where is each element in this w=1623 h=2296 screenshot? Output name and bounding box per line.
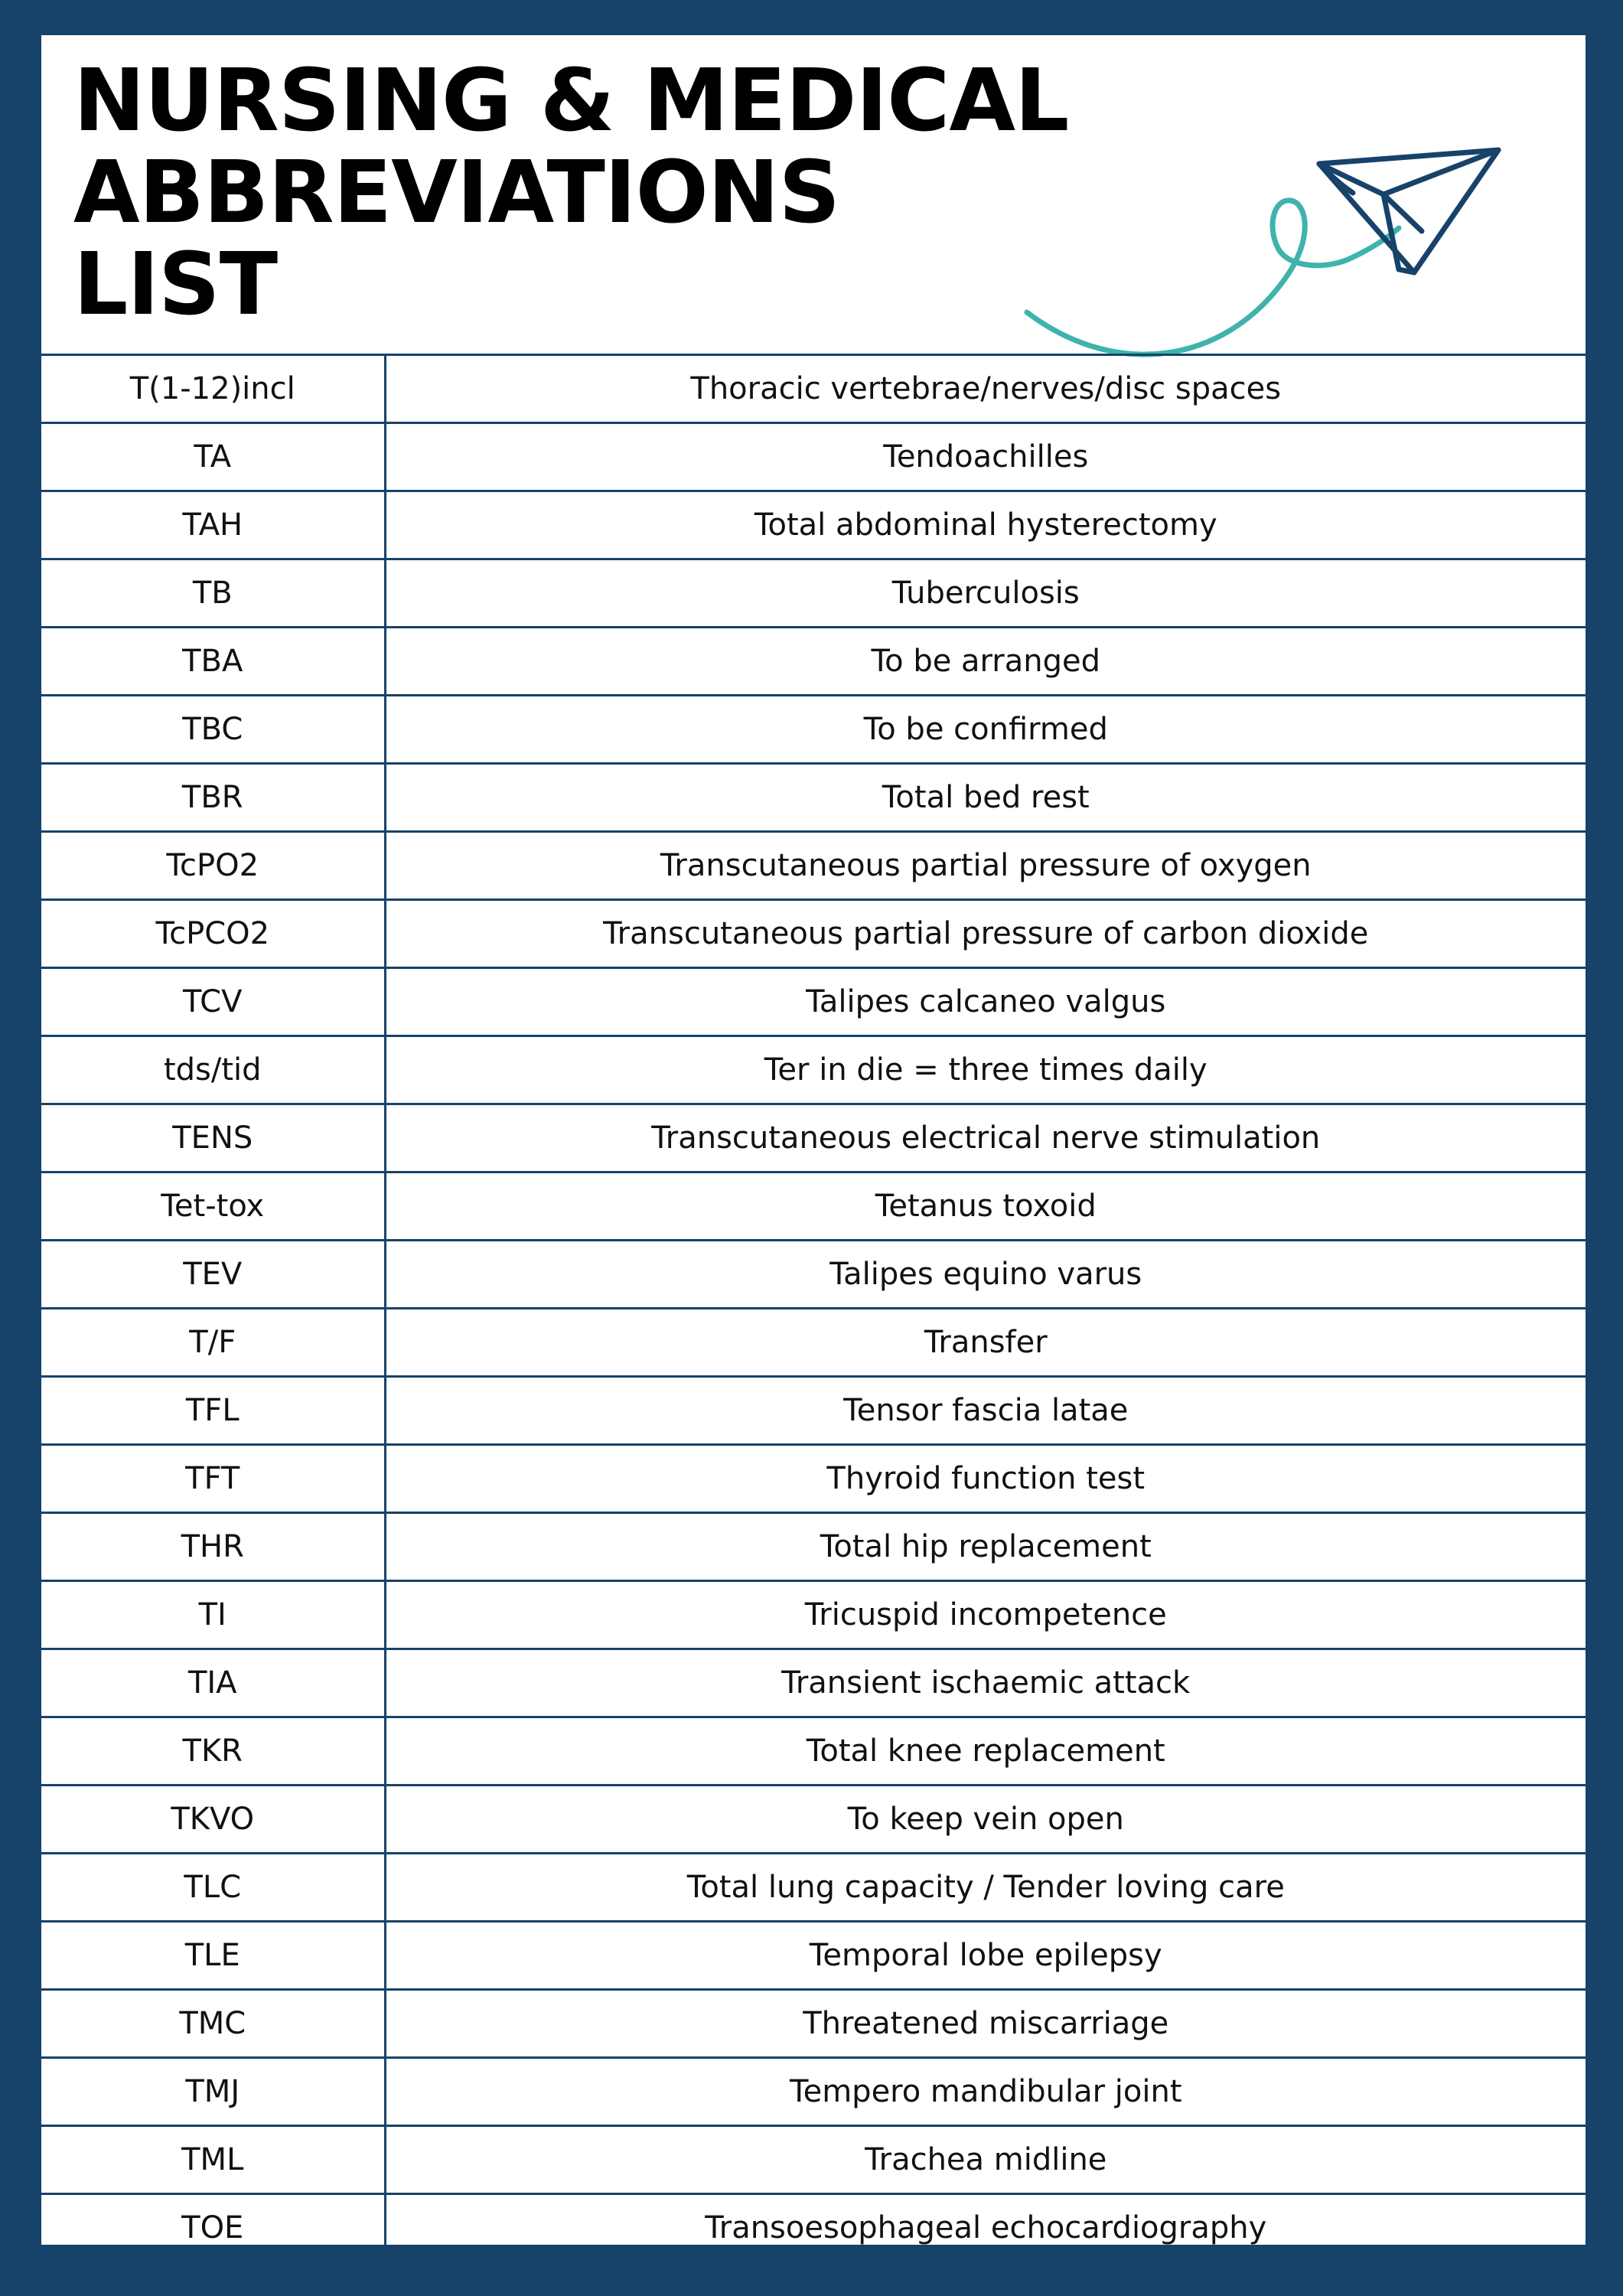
meaning-cell: Tensor fascia latae <box>385 1377 1586 1445</box>
abbreviation-cell: Tet-tox <box>41 1172 385 1241</box>
meaning-cell: Talipes calcaneo valgus <box>385 968 1586 1036</box>
meaning-cell: Tempero mandibular joint <box>385 2058 1586 2126</box>
meaning-cell: Thoracic vertebrae/nerves/disc spaces <box>385 355 1586 423</box>
abbreviation-cell: THR <box>41 1513 385 1581</box>
table-row <box>41 1649 1586 1717</box>
abbreviation-cell: TLC <box>41 1854 385 1922</box>
table-row <box>41 1445 1586 1513</box>
title-line-1: NURSING & MEDICAL <box>73 51 1069 151</box>
meaning-cell: Total lung capacity / Tender loving care <box>385 1854 1586 1922</box>
meaning-cell: Total knee replacement <box>385 1717 1586 1786</box>
table-row <box>41 1241 1586 1309</box>
abbreviation-cell: TcPCO2 <box>41 900 385 968</box>
table-row <box>41 1377 1586 1445</box>
table-row <box>41 1513 1586 1581</box>
abbreviation-cell: TMJ <box>41 2058 385 2126</box>
meaning-cell: Transcutaneous partial pressure of carbon dioxide <box>385 900 1586 968</box>
document-page <box>41 35 1586 2245</box>
meaning-cell: Transcutaneous partial pressure of oxygen <box>385 832 1586 900</box>
abbreviation-cell: TFT <box>41 1445 385 1513</box>
table-row <box>41 900 1586 968</box>
meaning-cell: Total hip replacement <box>385 1513 1586 1581</box>
table-row <box>41 2126 1586 2194</box>
meaning-cell: Tricuspid incompetence <box>385 1581 1586 1649</box>
table-row <box>41 628 1586 696</box>
table-row <box>41 355 1586 423</box>
title-line-2: ABBREVIATIONS <box>73 143 840 243</box>
meaning-cell: Tetanus toxoid <box>385 1172 1586 1241</box>
abbreviation-cell: TFL <box>41 1377 385 1445</box>
table-row <box>41 2194 1586 2262</box>
meaning-cell: Transfer <box>385 1309 1586 1377</box>
title-line-3: LIST <box>73 235 278 334</box>
table-row <box>41 559 1586 628</box>
meaning-cell: Transcutaneous electrical nerve stimulation <box>385 1104 1586 1172</box>
paper-plane-icon <box>970 104 1529 364</box>
abbreviation-cell: TKR <box>41 1717 385 1786</box>
table-row <box>41 1717 1586 1786</box>
table-row <box>41 1104 1586 1172</box>
abbreviation-cell: tds/tid <box>41 1036 385 1104</box>
table-row <box>41 1581 1586 1649</box>
abbreviation-cell: TcPO2 <box>41 832 385 900</box>
abbreviation-cell: TBR <box>41 764 385 832</box>
meaning-cell: Threatened miscarriage <box>385 1990 1586 2058</box>
meaning-cell: Temporal lobe epilepsy <box>385 1922 1586 1990</box>
meaning-cell: Tuberculosis <box>385 559 1586 628</box>
table-row <box>41 491 1586 559</box>
abbreviation-cell: T(1-12)incl <box>41 355 385 423</box>
abbreviation-cell: TAH <box>41 491 385 559</box>
meaning-cell: To be confirmed <box>385 696 1586 764</box>
abbreviations-table <box>41 354 1586 2263</box>
swirl-trail <box>1027 201 1399 354</box>
meaning-cell: Thyroid function test <box>385 1445 1586 1513</box>
abbreviation-cell: TIA <box>41 1649 385 1717</box>
meaning-cell: Talipes equino varus <box>385 1241 1586 1309</box>
meaning-cell: Transoesophageal echocardiography <box>385 2194 1586 2262</box>
table-row <box>41 764 1586 832</box>
meaning-cell: To keep vein open <box>385 1786 1586 1854</box>
table-row <box>41 1854 1586 1922</box>
meaning-cell: Trachea midline <box>385 2126 1586 2194</box>
abbreviation-cell: TOE <box>41 2194 385 2262</box>
meaning-cell: Total abdominal hysterectomy <box>385 491 1586 559</box>
table-row <box>41 832 1586 900</box>
table-row <box>41 968 1586 1036</box>
abbreviation-cell: TI <box>41 1581 385 1649</box>
meaning-cell: Ter in die = three times daily <box>385 1036 1586 1104</box>
table-row <box>41 423 1586 491</box>
meaning-cell: To be arranged <box>385 628 1586 696</box>
meaning-cell: Tendoachilles <box>385 423 1586 491</box>
meaning-cell: Total bed rest <box>385 764 1586 832</box>
table-row <box>41 1309 1586 1377</box>
page-title <box>73 51 1069 334</box>
table-row <box>41 2058 1586 2126</box>
abbreviation-cell: T/F <box>41 1309 385 1377</box>
table-row <box>41 696 1586 764</box>
abbreviation-cell: TEV <box>41 1241 385 1309</box>
abbreviation-cell: TB <box>41 559 385 628</box>
abbreviation-cell: TCV <box>41 968 385 1036</box>
table-row <box>41 1990 1586 2058</box>
table-row <box>41 1786 1586 1854</box>
abbreviation-cell: TBC <box>41 696 385 764</box>
header <box>41 35 1586 354</box>
abbreviation-cell: TLE <box>41 1922 385 1990</box>
abbreviation-cell: TML <box>41 2126 385 2194</box>
abbreviation-cell: TMC <box>41 1990 385 2058</box>
table-row <box>41 1172 1586 1241</box>
meaning-cell: Transient ischaemic attack <box>385 1649 1586 1717</box>
abbreviation-cell: TENS <box>41 1104 385 1172</box>
abbreviation-cell: TKVO <box>41 1786 385 1854</box>
table-row <box>41 1036 1586 1104</box>
table-row <box>41 1922 1586 1990</box>
abbreviation-cell: TA <box>41 423 385 491</box>
abbreviation-cell: TBA <box>41 628 385 696</box>
